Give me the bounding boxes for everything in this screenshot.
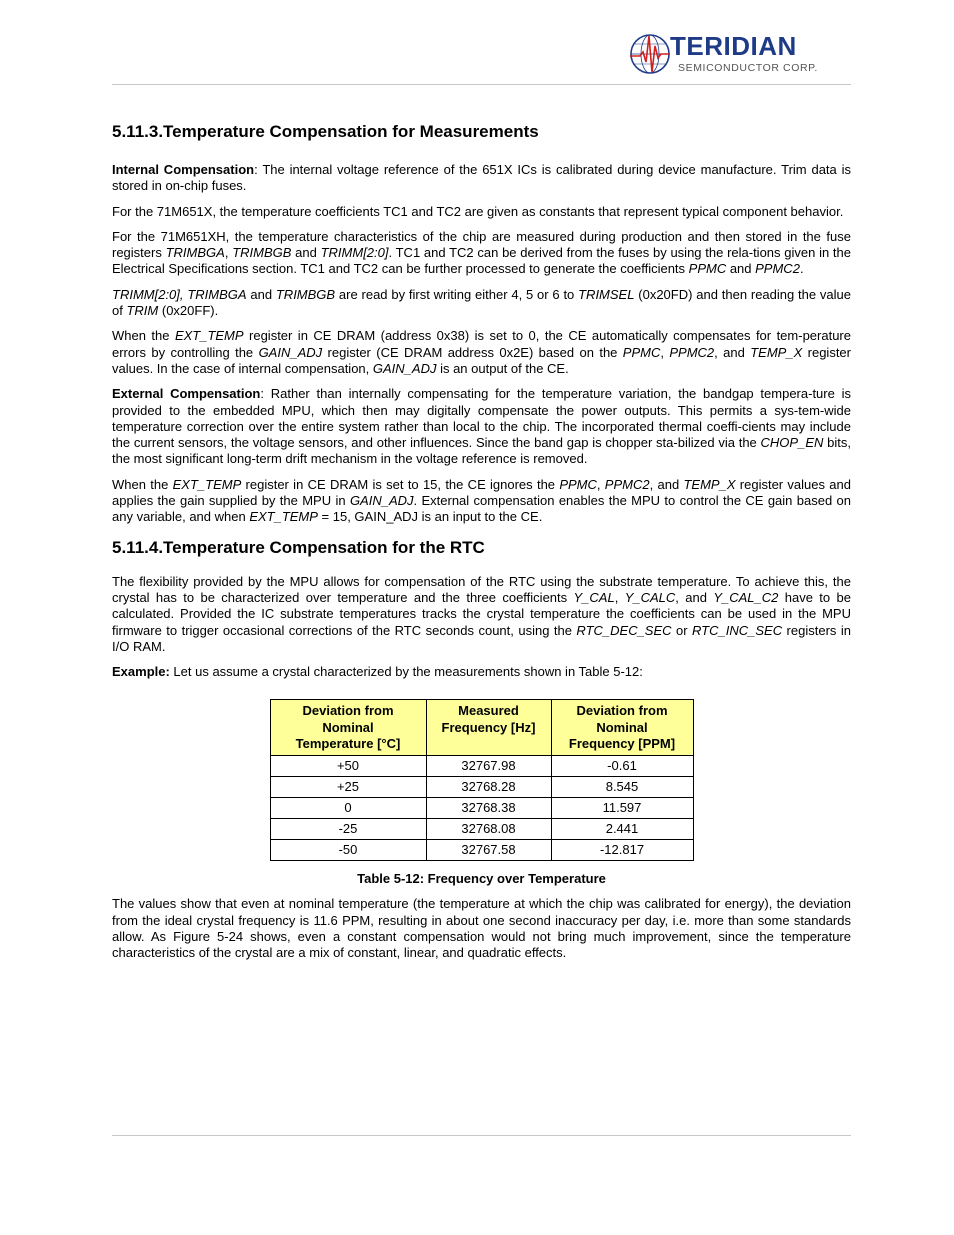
register-name: GAIN_ADJ [258,344,323,360]
text: , [660,344,670,360]
text: . External compensation enables the MPU to control the CE gain based on any variable, and when [112,493,851,525]
text: = 15, GAIN_ADJ is an input to the CE. [317,509,543,525]
header-line: Temperature [°C] [295,736,401,752]
paragraph-values-show: The values show that even at nominal temperature (the temperature at which the chip was calibrated for energy), the deviation from the ideal crystal frequency is 11.6 PPM, resulting in about one second inaccuracy per day, i.e. more than some standards allow. As Figure 5-24 shows, even a constant compensation would not bring much improvement, since the temperature characteristics of the crystal are a mix of constant, linear, and quadratic effects. [112,896,851,961]
cell-ppm: 2.441 [551,819,693,840]
header-deviation-frequency [551,700,693,756]
cell-frequency: 32768.08 [426,819,551,840]
text: register values and applies the gain supplied by the MPU in [112,476,851,509]
table-wrapper [112,699,851,861]
paragraph-ext-temp-fifteen [112,477,851,526]
header-measured-frequency [426,700,551,756]
text: is an output of the CE. [436,360,569,376]
text: For the 71M651XH, the temperature characteristics of the chip are measured during production and then stored in the fuse registers [112,228,851,261]
cell-ppm: 11.597 [551,798,693,819]
register-name: TRIMSEL [578,286,635,302]
register-name: TRIMM[2:0] [320,245,389,261]
text: or [671,622,693,638]
register-name: TRIMBGB [275,286,336,302]
register-name: PPMC [688,261,727,277]
register-name: EXT_TEMP [172,476,242,492]
text: . TC1 and TC2 can be derived from the fuses by using the rela-tions given in the Electrical Specifications section. TC1 and TC2 can be further processed to generate the coefficients [112,245,852,277]
table-header-row [270,700,693,756]
footer-rule [112,1135,851,1136]
text: register (CE DRAM address 0x2E) based on the [322,344,623,360]
term-example: Example: [112,664,170,680]
register-name: CHOP_EN [760,435,824,451]
register-name: PPMC2 [604,476,650,492]
logo-wordmark: TERIDIAN [670,31,797,61]
table-row [270,819,693,840]
text: register in CE DRAM is set to 15, the CE ignores the [241,476,560,492]
text: bits, the most significant long-term drift mechanism in the voltage reference is removed. [112,435,851,467]
cell-temperature: 0 [270,798,426,819]
text: . [799,261,804,277]
section-heading-measurements: 5.11.3.Temperature Compensation for Measurements [112,122,539,141]
text: , and [714,344,751,360]
text: : Rather than internally compensating for the temperature variation, the bandgap tempera-ture is provided to the embedded MPU, which then may digitally compensate the power outputs. This permits a sys-tem-wide temperature correction over the entire system rather than local to the chip. The incorporated thermal coeffi-cients may include the current sensors, the voltage sensors, and other influences. Since the band gap is chopper sta-bilized via the [112,386,852,451]
register-name: TRIMM[2:0], TRIMBGA [112,286,247,302]
cell-frequency: 32768.28 [426,777,551,798]
register-name: PPMC2 [669,344,715,360]
text: The flexibility provided by the MPU allows for compensation of the RTC using the substrate temperature. To achieve this, the crystal has to be characterized over temperature and the three coefficients [112,573,851,605]
cell-temperature: -50 [270,840,426,861]
register-name: EXT_TEMP [174,328,244,344]
register-name: TEMP_X [750,344,803,360]
register-name: PPMC [622,344,661,360]
text: registers in I/O RAM. [112,622,851,654]
logo-subtitle: SEMICONDUCTOR CORP. [678,62,818,74]
text: , [596,476,605,492]
cell-frequency: 32768.38 [426,798,551,819]
text: (0x20FD) and then reading the value of [112,286,852,319]
text: When the [112,328,175,344]
table-row [270,756,693,777]
text: have to be calculated. Provided the IC substrate temperatures tracks the crystal temperature the coefficients can be used in the MPU firmware to trigger occasional corrections of the RTC seconds count, using the [112,589,851,638]
register-name: Y_CALC [624,589,676,605]
paragraph-external-compensation [112,386,851,467]
register-name: PPMC [559,476,597,492]
register-name: Y_CAL_C2 [713,589,779,605]
header-line: Measured [458,703,519,719]
text: When the [112,476,173,492]
cell-ppm: 8.545 [551,777,693,798]
register-name: PPMC2 [755,261,800,277]
header-line: Nominal [596,719,648,735]
page-content [112,121,851,962]
paragraph-71m651xh [112,229,851,278]
text: , [614,589,625,605]
paragraph-rtc-flexibility [112,574,851,655]
text: (0x20FF). [158,303,219,319]
cell-frequency: 32767.58 [426,840,551,861]
header-line: Deviation from [576,703,668,719]
register-name: TRIM [126,303,159,319]
register-name: EXT_TEMP [249,509,318,525]
register-name: TEMP_X [683,476,736,492]
text: are read by first writing either 4, 5 or 6 to [335,286,579,302]
text: register in CE DRAM (address 0x38) is set to 0, the CE automatically compensates for tem-perature errors by controlling the [112,328,851,360]
text: and [246,286,276,302]
table-row [270,840,693,861]
register-name: GAIN_ADJ [372,360,437,376]
paragraph-ext-temp-zero [112,328,851,377]
cell-temperature: +50 [270,756,426,777]
text: , [224,245,233,261]
register-name: TRIMBGA [165,245,225,261]
header-line: Deviation from [302,703,394,719]
text: , and [649,476,684,492]
paragraph-trim-read [112,287,851,320]
paragraph-internal-compensation [112,162,851,195]
register-name: RTC_INC_SEC [692,622,783,638]
register-name: Y_CAL [573,589,615,605]
header-rule [112,84,851,85]
table-caption: Table 5-12: Frequency over Temperature [357,871,606,887]
header-deviation-temperature [270,700,426,756]
term-internal-compensation: Internal Compensation [112,162,255,177]
text: Let us assume a crystal characterized by the measurements shown in Table 5-12: [169,664,643,680]
text: and [726,261,756,277]
cell-temperature: +25 [270,777,426,798]
register-name: RTC_DEC_SEC [576,622,672,638]
cell-frequency: 32767.98 [426,756,551,777]
text: and [291,245,321,261]
table-row [270,777,693,798]
register-name: GAIN_ADJ [349,493,414,509]
text: register values. In the case of internal compensation, [112,344,851,376]
paragraph-71m651x: For the 71M651X, the temperature coefficients TC1 and TC2 are given as constants that represent typical component behavior. [112,203,844,219]
teridian-logo [628,30,833,80]
term-external-compensation: External Compensation [112,386,261,402]
cell-ppm: -12.817 [551,840,693,861]
table-row [270,798,693,819]
register-name: TRIMBGB [232,245,292,261]
cell-ppm: -0.61 [551,756,693,777]
frequency-table [270,699,694,861]
text: , and [675,589,714,605]
paragraph-example [112,664,851,680]
text: : The internal voltage reference of the 651X ICs is calibrated during device manufacture. Trim data is stored in on-chip fuses. [112,162,851,194]
section-heading-rtc: 5.11.4.Temperature Compensation for the RTC [112,537,485,557]
header-line: Frequency [PPM] [568,736,676,752]
header-line: Nominal [322,719,374,735]
header-line: Frequency [Hz] [441,719,536,735]
cell-temperature: -25 [270,819,426,840]
teridian-globe-icon [628,32,672,76]
